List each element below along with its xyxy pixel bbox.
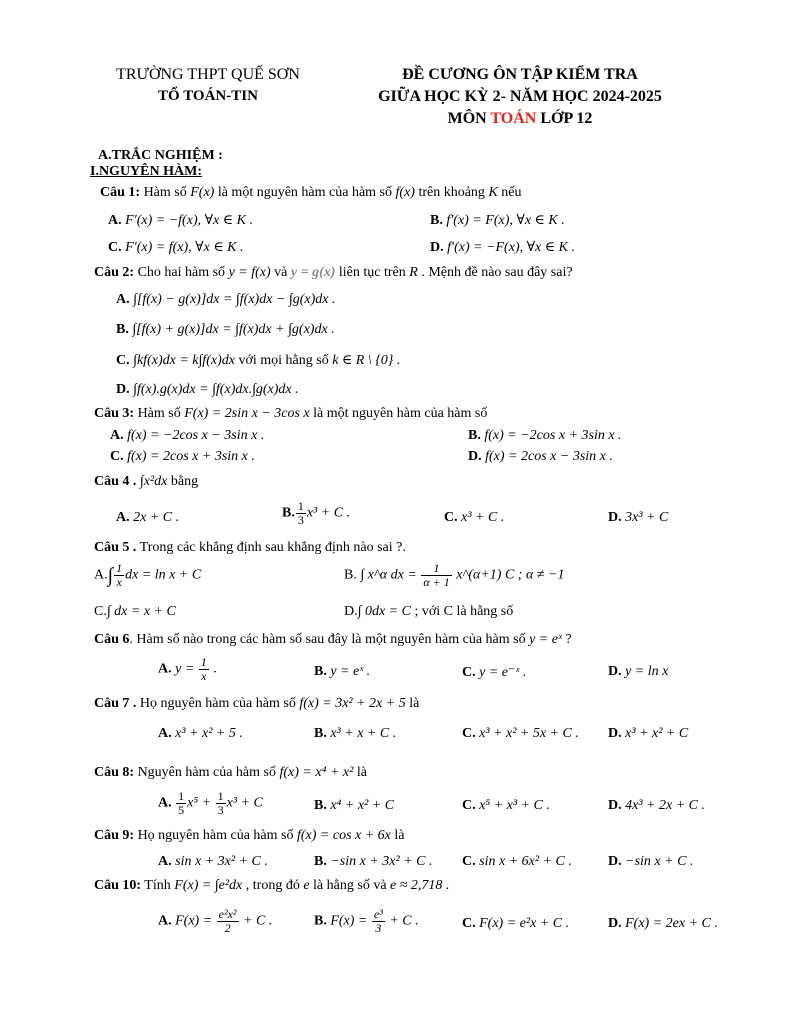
question-9: Câu 9: Họ nguyên hàm của hàm số f(x) = cos x + 6x là (94, 828, 405, 843)
q9-option-d: D. −sin x + C . (608, 854, 694, 869)
question-1 (100, 185, 522, 201)
q5-option-d: D.∫ 0dx = C ; với C là hằng số (344, 604, 514, 619)
q3-option-a: A. f(x) = −2cos x − 3sin x . (110, 428, 265, 443)
q1-text2: là một nguyên hàm của hàm số (214, 185, 396, 200)
question-4: Câu 4 . ∫x²dx bằng (94, 474, 199, 489)
q2-option-a: A. ∫[f(x) − g(x)]dx = ∫f(x)dx − ∫g(x)dx . (116, 292, 336, 307)
q10-option-c: C. F(x) = e²x + C . (462, 916, 570, 931)
q9-option-a: A. sin x + 3x² + C . (158, 854, 268, 869)
question-3: Câu 3: Hàm số F(x) = 2sin x − 3cos x là một nguyên hàm của hàm số (94, 406, 488, 421)
q1-option-c: C. F′(x) = f(x), ∀x ∈ K . (108, 240, 244, 255)
q1-option-d: D. f′(x) = −F(x), ∀x ∈ K . (430, 240, 575, 255)
q1-expr-f: F(x) (190, 185, 215, 200)
doc-title-line3 (340, 110, 700, 128)
q9-option-c: C. sin x + 6x² + C . (462, 854, 572, 869)
q10-option-a: A. F(x) = $\frac{\text{e²x²}}{2}$ + C . (158, 907, 273, 935)
q5-option-c: C.∫ dx = x + C (94, 604, 176, 619)
q3-option-b: B. f(x) = −2cos x + 3sin x . (468, 428, 622, 443)
q5-option-b: B. ∫ x^α dx = $\frac{1}{\alpha + 1}$ x^(α+1) C ; α ≠ −1 (344, 561, 565, 589)
section-a-heading: A.TRẮC NGHIỆM : (98, 148, 223, 163)
q1-text4: nếu (497, 185, 522, 200)
q2-option-c: C. ∫kf(x)dx = k∫f(x)dx với mọi hằng số k ∈ R \ {0} . (116, 353, 401, 368)
q1-text3: trên khoảng (414, 185, 489, 200)
question-2: Câu 2: Cho hai hàm số y = f(x) và y = g(x) liên tục trên R . Mệnh đề nào sau đây sai? (94, 265, 573, 280)
school-name: TRƯỜNG THPT QUẾ SƠN (116, 66, 300, 83)
q7-option-c: C. x³ + x² + 5x + C . (462, 726, 579, 741)
department-name: TỔ TOÁN-TIN (158, 88, 258, 104)
title-pre: MÔN (447, 110, 491, 127)
section-1-heading: I.NGUYÊN HÀM: (90, 164, 202, 179)
doc-title-line1: ĐỀ CƯƠNG ÔN TẬP KIỂM TRA (402, 66, 638, 83)
q1-option-a: A. F′(x) = −f(x), ∀x ∈ K . (108, 213, 253, 228)
q6-option-b: B. y = eˣ . (314, 664, 371, 679)
q8-option-c: C. x⁵ + x³ + C . (462, 798, 550, 813)
q6-option-d: D. y = ln x (608, 664, 669, 679)
title-subject: TOÁN (490, 110, 537, 127)
q3-option-d: D. f(x) = 2cos x − 3sin x . (468, 449, 613, 464)
q8-option-a: A. $\frac{1}{5}$ x⁵ + $\frac{1}{3}$ x³ + C (158, 789, 263, 817)
doc-title-line2: GIỮA HỌC KỲ 2- NĂM HỌC 2024-2025 (378, 88, 662, 105)
q1-label: Câu 1: (100, 185, 141, 200)
question-5: Câu 5 . Trong các khẳng định sau khẳng định nào sai ?. (94, 540, 406, 555)
q4-option-c: C. x³ + C . (444, 510, 505, 525)
q6-option-c: C. y = e⁻ˣ . (462, 665, 527, 680)
q1-option-b: B. f′(x) = F(x), ∀x ∈ K . (430, 213, 565, 228)
q2-option-d: D. ∫f(x).g(x)dx = ∫f(x)dx.∫g(x)dx . (116, 382, 299, 397)
q4-option-b: B. $\frac{1}{3}$ x³ + C . (282, 499, 351, 527)
q1-expr-k: K (488, 185, 498, 200)
q10-option-b: B. F(x) = $\frac{\text{e³}}{3}$ + C . (314, 907, 419, 935)
q10-option-d: D. F(x) = 2ex + C . (608, 916, 718, 931)
q8-option-b: B. x⁴ + x² + C (314, 798, 395, 813)
question-7: Câu 7 . Họ nguyên hàm của hàm số f(x) = 3x² + 2x + 5 là (94, 696, 420, 711)
q7-option-d: D. x³ + x² + C (608, 726, 689, 741)
q9-option-b: B. −sin x + 3x² + C . (314, 854, 433, 869)
q2-option-b: B. ∫[f(x) + g(x)]dx = ∫f(x)dx + ∫g(x)dx . (116, 322, 335, 337)
q2-label: Câu 2: (94, 265, 135, 280)
q4-option-a: A. 2x + C . (116, 510, 180, 525)
q7-option-a: A. x³ + x² + 5 . (158, 726, 243, 741)
question-6: Câu 6. Hàm số nào trong các hàm số sau đây là một nguyên hàm của hàm số y = eˣ ? (94, 632, 572, 647)
q5-option-a: A.∫ $\frac{1}{x}$ dx = ln x + C (94, 561, 202, 589)
q7-option-b: B. x³ + x + C . (314, 726, 397, 741)
q6-option-a: A. y = $\frac{1}{x}$ . (158, 655, 217, 683)
title-post: LỚP 12 (536, 110, 593, 127)
q3-option-c: C. f(x) = 2cos x + 3sin x . (110, 449, 255, 464)
q4-option-d: D. 3x³ + C (608, 510, 669, 525)
q1-text: Hàm số (143, 185, 191, 200)
question-10: Câu 10: Tính F(x) = ∫e²dx , trong đó e là hằng số và e ≈ 2,718 . (94, 878, 450, 893)
q8-option-d: D. 4x³ + 2x + C . (608, 798, 705, 813)
question-8: Câu 8: Nguyên hàm của hàm số f(x) = x⁴ + x² là (94, 765, 367, 780)
q1-expr-g: f(x) (395, 185, 415, 200)
